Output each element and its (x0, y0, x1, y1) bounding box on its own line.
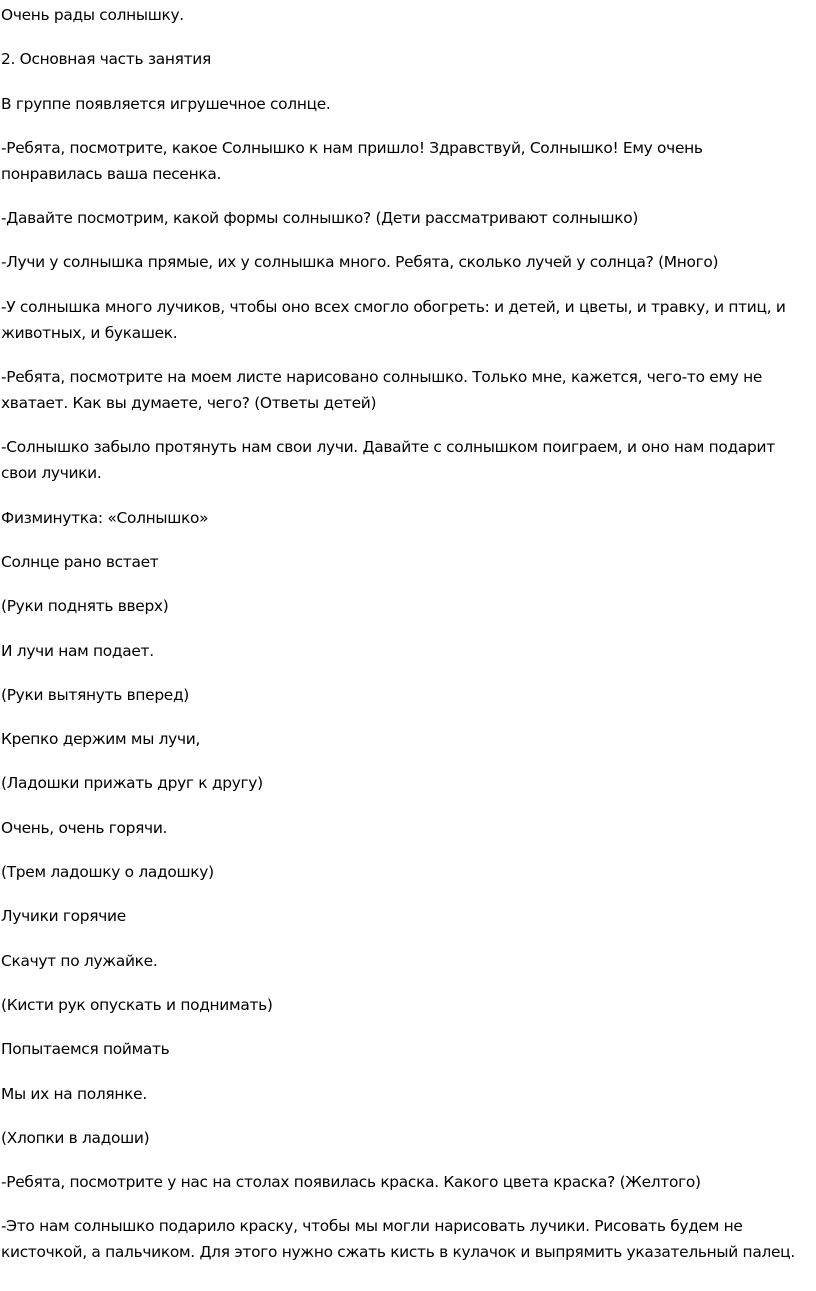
verse-line: Мы их на полянке. (1, 1084, 147, 1103)
verse-line: Скачут по лужайке. (1, 951, 158, 970)
paragraph-sun-rays: -Лучи у солнышка прямые, их у солнышка много. Ребята, сколько лучей у солнца? (Много) (1, 253, 719, 272)
paragraph-sun-shape: -Давайте посмотрим, какой формы солнышко? (Дети рассматривают солнышко) (1, 209, 639, 228)
paragraph-many-rays: -У солнышка много лучиков, чтобы оно всех смогло обогреть: и детей, и цветы, и травку, и птиц, и животных, и букашек. (1, 297, 786, 342)
paragraph-closing-greeting: Очень рады солнышку. (1, 6, 184, 24)
verse-instruction: (Трем ладошку о ладошку) (1, 863, 214, 882)
verse-line: Лучики горячие (1, 907, 126, 926)
section-heading-main-part: 2. Основная часть занятия (1, 50, 211, 69)
verse-instruction: (Хлопки в ладоши) (1, 1128, 150, 1147)
verse-line: Крепко держим мы лучи, (1, 730, 201, 749)
paragraph-toy-sun-appears: В группе появляется игрушечное солнце. (1, 94, 331, 113)
paragraph-finger-painting: -Это нам солнышко подарило краску, чтобы мы могли нарисовать лучики. Рисовать будем не кисточкой, а пальчиком. Для этого нужно сжать кисть в кулачок и выпрямить указательный палец. (1, 1217, 795, 1262)
heading-exercise-break: Физминутка: «Солнышко» (1, 508, 209, 527)
verse-line: Солнце рано встает (1, 552, 159, 571)
verse-instruction: (Руки поднять вверх) (1, 597, 169, 616)
verse-line: Попытаемся поймать (1, 1040, 170, 1059)
verse-instruction: (Кисти рук опускать и поднимать) (1, 995, 273, 1014)
paragraph-look-at-sun: -Ребята, посмотрите, какое Солнышко к нам пришло! Здравствуй, Солнышко! Ему очень понравилась ваша песенка. (1, 138, 703, 183)
verse-instruction: (Ладошки прижать друг к другу) (1, 774, 263, 793)
verse-instruction: (Руки вытянуть вперед) (1, 685, 190, 704)
paragraph-forgot-rays: -Солнышко забыло протянуть нам свои лучи. Давайте с солнышком поиграем, и оно нам подарит свои лучики. (1, 438, 775, 483)
verse-line: Очень, очень горячи. (1, 818, 168, 837)
paragraph-paint-color: -Ребята, посмотрите у нас на столах появилась краска. Какого цвета краска? (Желтого) (1, 1173, 701, 1192)
verse-line: И лучи нам подает. (1, 641, 154, 660)
paragraph-drawn-sun: -Ребята, посмотрите на моем листе нарисовано солнышко. Только мне, кажется, чего-то ему не хватает. Как вы думаете, чего? (Ответы детей) (1, 368, 763, 413)
